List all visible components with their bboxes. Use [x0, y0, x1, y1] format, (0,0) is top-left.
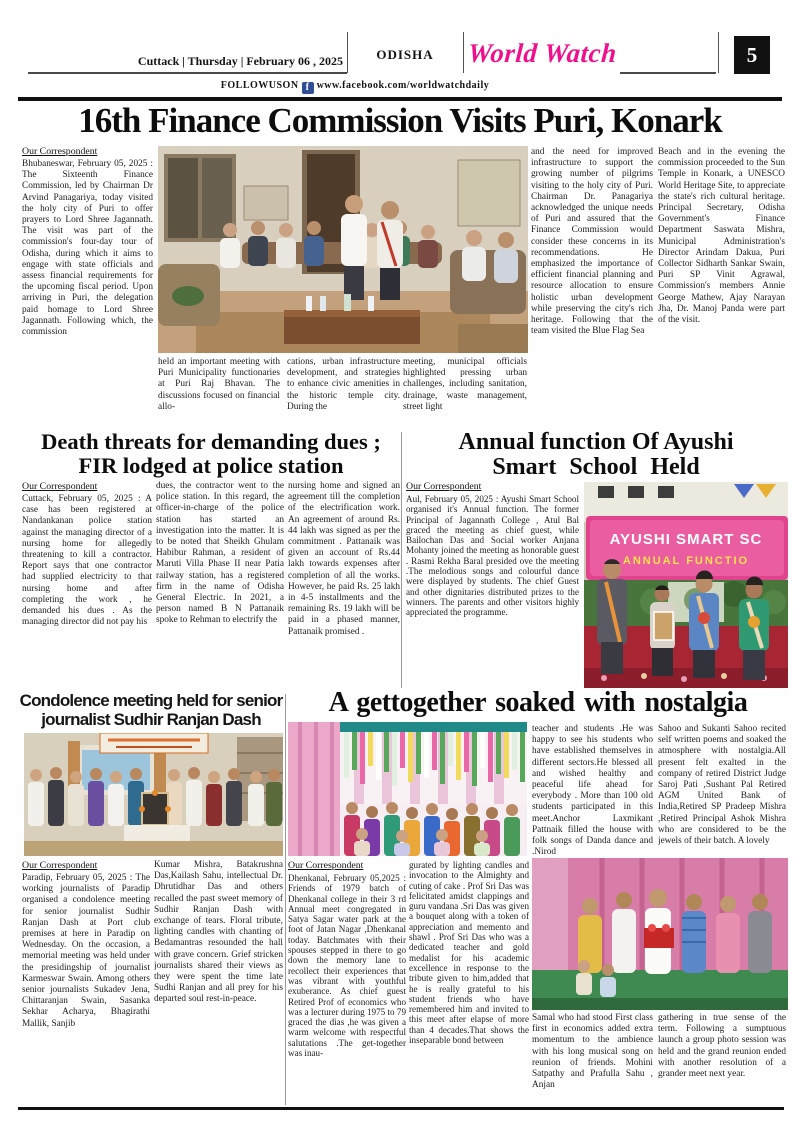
finance-commission-meeting-photo [158, 146, 528, 353]
article-text-column: gathering in true sense of the term. Following a sumptuous launch a group photo session was held and the grand reunion ended with another resolution of a grander meet next year. [658, 1013, 786, 1080]
condolence-meeting-photo [24, 733, 283, 856]
article-text-column: Kumar Mishra, Batakrushna Das,Kailash Sahu, intellectual Dr. Dhrutidhar Das and others recalled the past sweet memory of Sudhir Ranjan Dash with exchange of tears. Floral tribute, lighting candles with chanting of Bedamantras resounded the hall with grave concern. Grief stricken journalists shared their views as they were spent the time late Sudhi Ranjan and all prey for his departed soul rest-in-peace. [154, 860, 283, 1005]
ayushi-school-function-photo [584, 482, 788, 688]
death-threats-headline: Death threats for demanding dues ; FIR lodged at police station [41, 429, 381, 478]
header-divider [347, 32, 348, 73]
ayushi-byline: Our Correspondent [406, 481, 482, 492]
article-text-column: Beach and in the evening the commission proceeded to the Sun Temple in Konark, a UNESCO World Heritage Site, to appreciate the state's rich cultural heritage. Principal Secretary, Odisha Government's Finance Department Saswata Mishra, Municipal Administration's Director Arindam Dakua, Puri Collector Sidharth Sankar Swain, Puri SP Vinit Agrawal, Commission's members Annie George Mathew, Ajay Narayan Jha, Dr. Manoj Panda were part of the visit. [658, 147, 785, 326]
article-text-column: Paradip, February 05, 2025 : The working journalists of Paradip organised a condolence meeting for senior journalist Sudhir Ranjan Dash at Port club premises at here in Paradip on Wednesday. On the occasion, a memorial meeting was held under the presidingship of journalist Karmeswar Swain. Among others senior journalists Sukadev Jena, Chittaranjan Swain, Sasanka Sekhar Acharya, Bhagirathi Mallik, Sanjib [22, 873, 150, 1029]
page-number: 5 [734, 36, 770, 74]
school-stage-scene [584, 482, 788, 688]
finance-column-1 [22, 146, 153, 427]
ayushi-column [406, 481, 579, 689]
gettogether-column-1 [288, 860, 406, 1105]
facebook-url[interactable]: www.facebook.com/worldwatchdaily [316, 80, 490, 91]
header-divider [718, 32, 719, 73]
column-divider [285, 694, 286, 1105]
banner-text-line1: AYUSHI SMART SC [609, 531, 763, 548]
masthead-logo: World Watch [466, 38, 618, 68]
region-label: ODISHA [376, 47, 434, 62]
article-text-column: Sahoo and Sukanti Sahoo recited self written poems and soaked the atmosphere with nostalgia.All present felt exalted in the company of retired District Judge Saroj Pati ,Sushant Pal Retired AGM United Bank of India,Retired SP Pradeep Mishra ,Retired Principal Ashok Mishra who are considered to be the jewels of their batch. A lovely [658, 724, 786, 847]
article-text-column: gurated by lighting candles and invocation to the Almighty and cuting of cake . Prof Sri Das was felicitated amidst clappings and guru vandana .Sri Das was given a bouquet along with a token of appreciation and memento and shawl . Prof Sri Das who was a dedicated teacher and gold medalist for his academic excellence in response to the tribute given to him,added that he is really grateful to his student friends who have remembered him and invited to this meet after elapse of more than 4 decades.That shows the inseparable bond between [409, 860, 529, 1046]
header-divider [463, 32, 464, 73]
decorated-hall-scene [288, 722, 527, 856]
gettogether-byline: Our Correspondent [288, 860, 364, 871]
ayushi-headline: Annual function Of Ayushi Smart School Held [458, 429, 734, 481]
article-text-column: dues, the contractor went to the police station. In this regard, the officer-in-charge of the police station has started an investigation into the matter. It is to be noted that Sheikh Ghulam Habibur Rahman, a resident of Maruti Villa Phase II near Patia railway station, has a registered firm in the name of Odisha General Electric. In 2021, a person named B N Pattanaik spoke to Rehman to electrify the [156, 481, 284, 626]
condolence-room-scene [24, 733, 283, 856]
condolence-byline: Our Correspondent [22, 860, 98, 871]
header-rule-right [620, 72, 716, 74]
condolence-headline: Condolence meeting held for senior journalist Sudhir Ranjan Dash [19, 691, 283, 729]
condolence-column-1 [22, 860, 150, 1105]
column-divider [401, 432, 402, 688]
article-text-column: Dhenkanal, February 05,2025 : Friends of 1979 batch of Dhenkanal college in their 3 rd Annual meet congregated in Satya Sagar water park at the foot of Jatan Nagar ,Dhenkanal today. Batchmates with their spouses stepped in there to go down the memory lane to recollect their experiences that was vibrant with youthful exuberance. As chief guest Retired Prof of economics who was a lecturer during 1975 to 79 graced the dias ,he was given a warm welcome with respectful salutations .The get-together was inau- [288, 873, 406, 1059]
follow-bar [175, 80, 535, 94]
article-text-column: Bhubaneswar, February 05, 2025 : The Sixteenth Finance Commission, led by Chairman Dr Arvind Panagariya, today visited the holy city of Puri to offer prayers to Lord Shree Jagannath. The visit was part of the commission's four-day tour of Odisha, during which it aims to engage with state officials and assess financial requirements for the upcoming fiscal period. Upon arriving in Puri, the delegation paid homage to Lord Shree Jagannath. Following which, the commission [22, 159, 153, 338]
banner-text-line2: ANNUAL FUNCTIO [622, 555, 750, 567]
facebook-icon: f [302, 82, 314, 94]
follow-label: FOLLOWUSON [220, 80, 299, 91]
article-text-column: cations, urban infrastructure development, and strategies to enhance civic amenities in the historic temple city. During the [287, 357, 400, 412]
article-text-column: nursing home and signed an agreement till the completion of the electrification work. An agreement of around Rs. 44 lakh was signed as per the commitment . Pattanaik was given an account of Rs.44 lakh towards expenses after completion of all the works. However, he paid Rs. 25 lakh in 4-5 installments and the remaining Rs. 19 lakh will be paid in a phased manner, Pattanaik promised . [288, 481, 400, 637]
article-text-column: Cuttack, February 05, 2025 : A case has been registered at Nandankanan police station against the managing director of a nursing home for allegedly threatening to kill a contractor. Report says that one contractor had supplied electricity to that nursing home and after completing the work , he demanded his dues . As the managing director did not pay his [22, 494, 152, 628]
finance-byline: Our Correspondent [22, 146, 98, 157]
death-threats-column-1 [22, 481, 152, 689]
article-text-column: Aul, February 05, 2025 : Ayushi Smart School organised it's Annual function. The former Principal of Jagannath College , Atul Bal graced the meeting as chief guest, while Bailochan Das and Social worker Anjana Mohanty joined the meeting as honorable guest . Rasmi Rekha Baral presided ove the meeting .The melodious songs and colourful dance were displayed by students. The chief Guest and other dignitaries distributed prizes to the winners. The parents and other visitors highly appreciated the programme. [406, 494, 579, 618]
page-bottom-rule [18, 1107, 784, 1110]
death-threats-byline: Our Correspondent [22, 481, 98, 492]
article-text-column: held an important meeting with Puri Municipality functionaries at Puri Raj Bhavan. The discussions focused on financial allo- [158, 357, 280, 412]
felicitation-scene [532, 858, 788, 1010]
crowd-silhouettes [344, 802, 520, 856]
edition-dateline: Cuttack | Thursday | February 06 , 2025 [137, 54, 343, 68]
header-rule-left [28, 72, 347, 74]
article-text-column: and the need for improved infrastructure to support the growing number of pilgrims visiting to the holy city of Puri. Chairman Dr. Panagariya acknowledged the unique needs of Puri and assured that the Finance Commission would consider these concerns in its recommendations. He emphasized the importance of efficient financial planning and resource allocation to ensure holistic urban development while preserving the city's rich heritage. Following that the team visited the Blue Flag Sea [531, 147, 653, 337]
gettogether-felicitation-photo [532, 858, 788, 1010]
gettogether-headline: A gettogether soaked with nostalgia [328, 687, 748, 718]
article-text-column: meeting, municipal officials highlighted pressing urban challenges, including sanitation, drainage, waste management, street light [403, 357, 527, 412]
article-text-column: Samal who had stood First class first in economics added extra momentum to the ambience with his long musical song on reunion of friends. Mohini Satpathy and Prafulla Sahu , Anjan [532, 1013, 653, 1091]
meeting-room-scene [158, 146, 528, 353]
finance-headline: 16th Finance Commission Visits Puri, Konark [78, 101, 722, 140]
article-text-column: teacher and students .He was happy to see his students who have established themselves in different sectors.He blessed all and wished healthy and peaceful life ahead for everybody . More than 100 old students participated in this meet.Anchor Laxmikant Pattnaik filled the house with folk songs of Danda dance and .Nirod [532, 724, 653, 857]
gettogether-hall-photo [288, 722, 527, 856]
